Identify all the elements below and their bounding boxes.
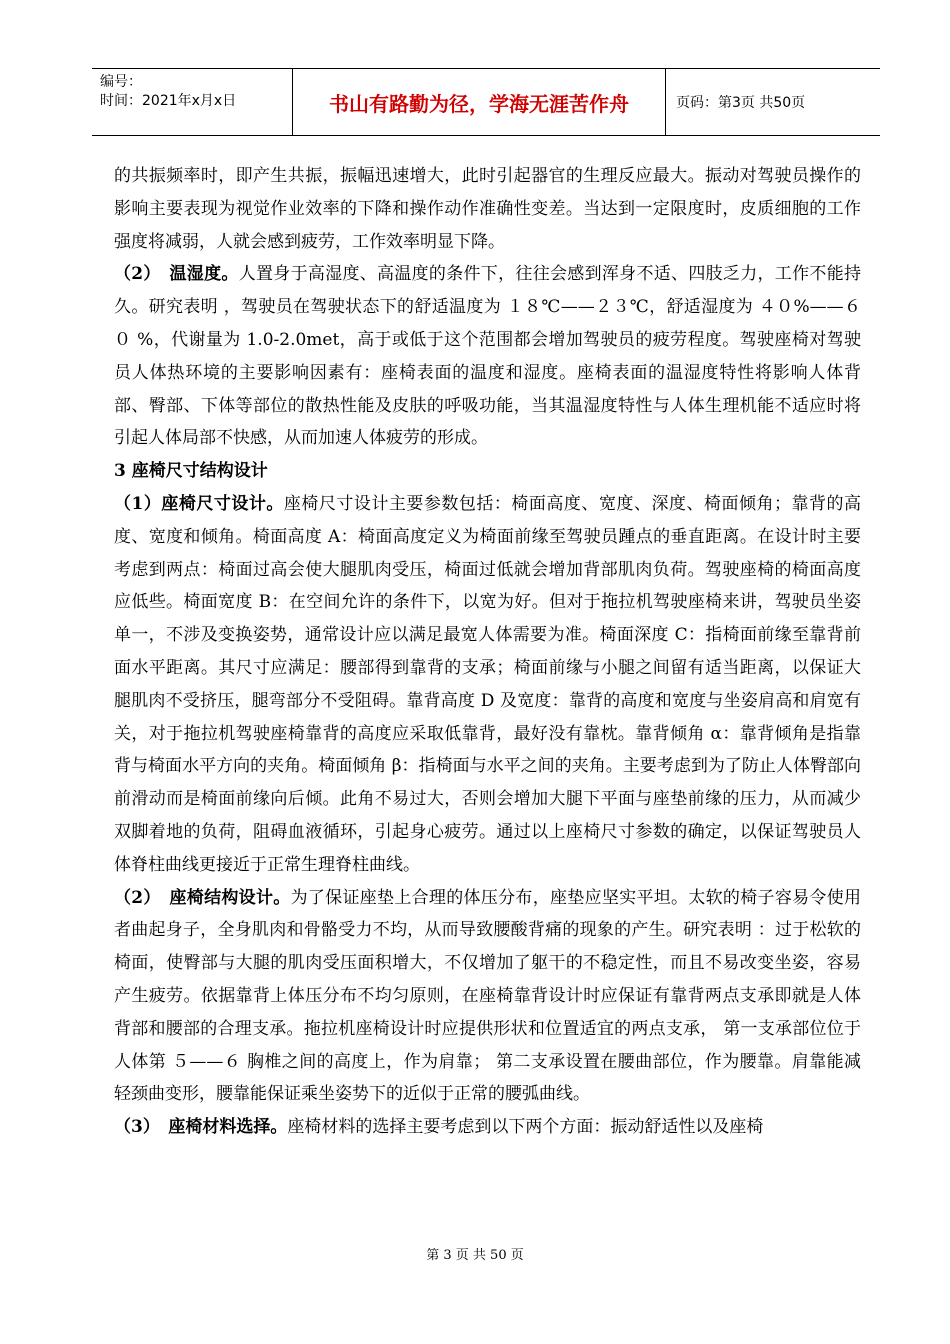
- section-heading: [114, 455, 861, 488]
- paragraph: [114, 1111, 861, 1144]
- paragraph-lead: （2） 温湿度。: [114, 264, 239, 285]
- paragraph-text: 的共振频率时，即产生共振，振幅迅速增大，此时引起器官的生理反应最大。振动对驾驶员操作的影响主要表现为视觉作业效率的下降和操作动作准确性变差。当达到一定限度时，皮质细胞的工作强度将减弱，人就会感到疲劳，工作效率明显下降。: [114, 166, 861, 252]
- paragraph-text: 座椅材料的选择主要考虑到以下两个方面：振动舒适性以及座椅: [287, 1117, 764, 1138]
- paragraph: [114, 488, 861, 882]
- paragraph: [114, 258, 861, 455]
- header-motto: 书山有路勤为径，学海无涯苦作舟: [293, 69, 666, 135]
- paragraph-text: 座椅尺寸设计主要参数包括：椅面高度、宽度、深度、椅面倾角；靠背的高度、宽度和倾角。椅面高度 A：椅面高度定义为椅面前缘至驾驶员踵点的垂直距离。在设计时主要考虑到两点：椅面过高会使大腿肌肉受压，椅面过低就会增加背部肌肉负荷。驾驶座椅的椅面高度应低些。椅面宽度 B：在空间允许的条件下，以宽为好。但对于拖拉机驾驶座椅来讲，驾驶员坐姿单一，不涉及变换姿势，通常设计应以满足最宽人体需要为准。椅面深度 C：指椅面前缘至靠背前面水平距离。其尺寸应满足：腰部得到靠背的支承；椅面前缘与小腿之间留有适当距离，以保证大腿肌肉不受挤压，腿弯部分不受阻碍。靠背高度 D 及宽度：靠背的高度和宽度与坐姿肩高和肩宽有关，对于拖拉机驾驶座椅靠背的高度应采取低靠背，最好没有靠枕。靠背倾角 α：靠背倾角是指靠背与椅面水平方向的夹角。椅面倾角 β：指椅面与水平之间的夹角。主要考虑到为了防止人体臀部向前滑动而是椅面前缘向后倾。此角不易过大，否则会增加大腿下平面与座垫前缘的压力，从而减少双脚着地的负荷，阻碍血液循环，引起身心疲劳。通过以上座椅尺寸参数的确定，以保证驾驶员人体脊柱曲线更接近于正常生理脊柱曲线。: [114, 493, 861, 875]
- paragraph-text: 人置身于高湿度、高温度的条件下，往往会感到浑身不适、四肢乏力，工作不能持久。研究表明 ，驾驶员在驾驶状态下的舒适温度为 １８℃——２３℃，舒适湿度为 ４０%——６０ %，代谢量为 1.0-2.0met，高于或低于这个范围都会增加驾驶员的疲劳程度。驾驶座椅对驾驶员人体热环境的主要影响因素有：座椅表面的温度和湿度。座椅表面的温湿度特性将影响人体背部、臀部、下体等部位的散热性能及皮肤的呼吸功能，当其温湿度特性与人体生理机能不适应时将引起人体局部不快感，从而加速人体疲劳的形成。: [114, 264, 861, 449]
- header-number-label: 编号：: [100, 74, 142, 90]
- header-meta: [92, 69, 293, 135]
- paragraph: [114, 160, 861, 258]
- paragraph-lead: （3） 座椅材料选择。: [114, 1117, 288, 1138]
- page-footer: 第 3 页 共 50 页: [426, 1248, 524, 1263]
- body-text: [114, 160, 861, 1144]
- paragraph-lead: （2） 座椅结构设计。: [114, 887, 291, 908]
- section-heading-text: 3 座椅尺寸结构设计: [114, 461, 268, 482]
- paragraph: [114, 882, 861, 1112]
- paragraph-text: 为了保证座垫上合理的体压分布，座垫应坚实平坦。太软的椅子容易令使用者曲起身子，全身肌肉和骨骼受力不均，从而导致腰酸背痛的现象的产生。研究表明 ：过于松软的椅面，使臀部与大腿的肌肉受压面积增大，不仅增加了躯干的不稳定性，而且不易改变坐姿，容易产生疲劳。依据靠背上体压分布不均匀原则，在座椅靠背设计时应保证有靠背两点支承即就是人体背部和腰部的合理支承。拖拉机座椅设计时应提供形状和位置适宜的两点支承， 第一支承部位位于人体第 ５——６ 胸椎之间的高度上，作为肩靠； 第二支承设置在腰曲部位，作为腰靠。肩靠能减轻颈曲变形，腰靠能保证乘坐姿势下的近似于正常的腰弧曲线。: [114, 887, 861, 1105]
- header-page-info: 页码：第3页 共50页: [676, 95, 806, 111]
- header-time-label: 时间：2021年x月x日: [100, 93, 237, 109]
- paragraph-lead: （1）座椅尺寸设计。: [114, 493, 284, 514]
- page-header: [92, 68, 880, 136]
